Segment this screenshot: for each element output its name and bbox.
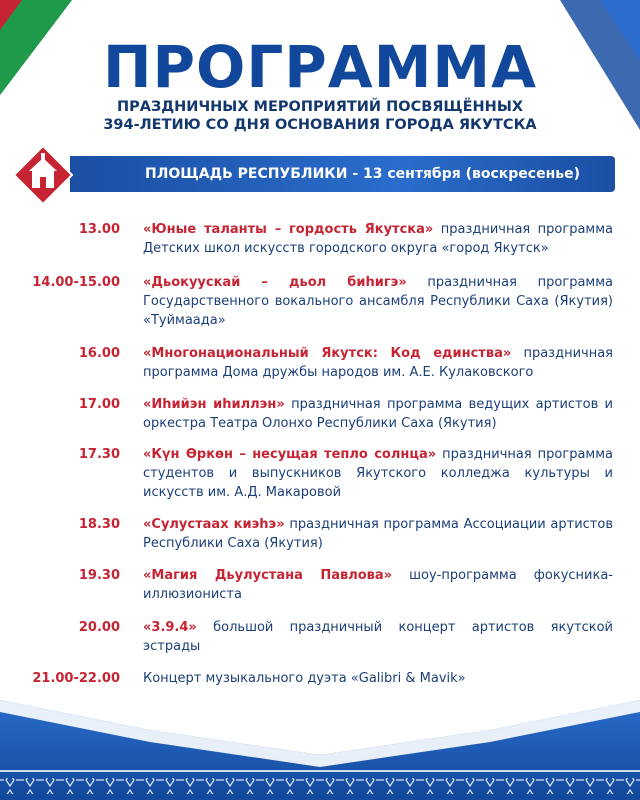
event-text: праздничная программа Ассоциации артистов Республики Саха (Якутия) (143, 517, 613, 551)
subtitle-line-2: 394-ЛЕТИЮ СО ДНЯ ОСНОВАНИЯ ГОРОДА ЯКУТСКА (103, 117, 537, 133)
event-description (143, 220, 613, 258)
venue-banner (70, 156, 615, 192)
event-title: «Иһийэн иһиллэн» (143, 397, 285, 412)
event-text: праздничная программа Государственного вокального ансамбля Республики Саха (Якутия) «Туймаада» (143, 275, 613, 328)
event-time: 21.00-22.00 (32, 671, 120, 686)
event-time: 19.30 (78, 568, 120, 583)
event-text: праздничная программа студентов и выпускников Якутского колледжа культуры и искусств им. А.Д. Макаровой (143, 447, 614, 500)
page-subtitle (0, 98, 640, 134)
event-title: «Магия Дьулустана Павлова» (143, 568, 393, 583)
event-time: 17.00 (78, 397, 120, 412)
event-time: 16.00 (78, 346, 120, 361)
event-description (143, 445, 613, 502)
event-text: шоу-программа фокусника-иллюзиониста (143, 568, 613, 602)
event-time: 20.00 (78, 620, 120, 635)
subtitle-line-1: ПРАЗДНИЧНЫХ МЕРОПРИЯТИЙ ПОСВЯЩЁННЫХ (116, 99, 524, 115)
event-description (143, 515, 613, 553)
building-icon (12, 144, 74, 206)
event-description (143, 273, 613, 330)
event-description (143, 344, 613, 382)
event-text: Концерт музыкального дуэта «Galibri & Mavik» (143, 671, 466, 686)
event-title: «Юные таланты – гордость Якутска» (143, 222, 434, 237)
event-title: «Күн Өркөн – несущая тепло солнца» (143, 447, 437, 462)
event-text: большой праздничный концерт артистов якутской эстрады (143, 620, 613, 654)
event-title: «3.9.4» (143, 620, 197, 635)
event-text: праздничная программа Детских школ искусств городского округа «город Якутск» (143, 222, 613, 256)
bottom-ornament-decoration (0, 660, 640, 800)
event-title: «Дьокуускай – дьол биһигэ» (143, 275, 407, 290)
event-time: 17.30 (78, 447, 120, 462)
event-description (143, 618, 613, 656)
event-description (143, 395, 613, 433)
event-text: праздничная программа Дома дружбы народов им. А.Е. Кулаковского (143, 346, 613, 380)
event-time: 13.00 (78, 222, 120, 237)
event-time: 14.00-15.00 (32, 275, 120, 290)
venue-label: ПЛОЩАДЬ РЕСПУБЛИКИ - 13 сентября (воскресенье) (145, 166, 580, 182)
event-text: праздничная программа ведущих артистов и оркестра Театра Олонхо Республики Саха (Якутия) (143, 397, 613, 431)
event-title: «Сулустаах киэһэ» (143, 517, 285, 532)
event-description (143, 566, 613, 604)
event-title: «Многонациональный Якутск: Код единства» (143, 346, 512, 361)
event-time: 18.30 (78, 517, 120, 532)
page-title: ПРОГРАММА (102, 33, 538, 101)
